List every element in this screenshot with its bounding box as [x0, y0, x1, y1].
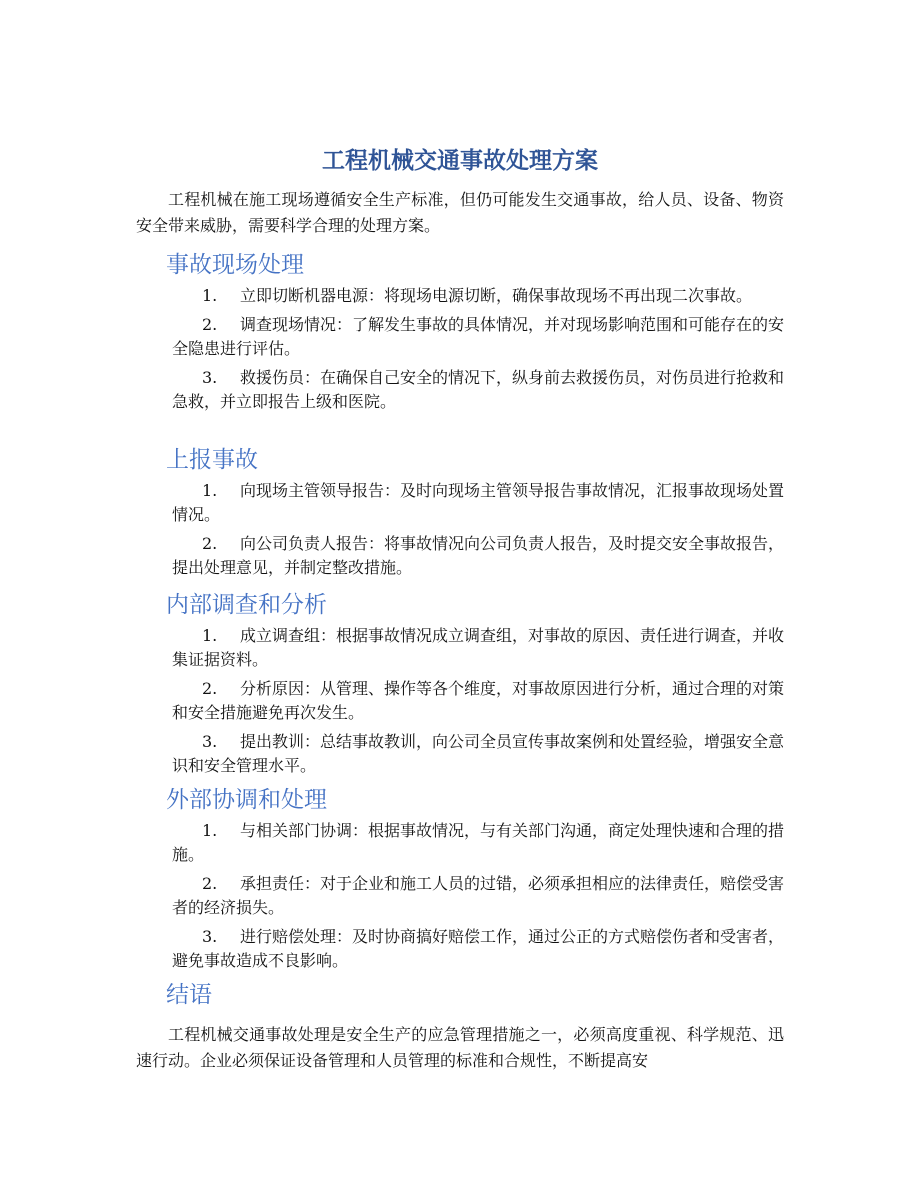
- list-item: [172, 532, 784, 580]
- item-text: 成立调查组：根据事故情况成立调查组，对事故的原因、责任进行调查，并收集证据资料。: [172, 626, 785, 669]
- list-item: [172, 624, 784, 672]
- section-scene-handling: [136, 248, 784, 419]
- list-item: [172, 479, 784, 527]
- item-number: 2.: [202, 315, 218, 334]
- list-item: [172, 313, 784, 361]
- item-number: 1.: [202, 821, 218, 840]
- item-text: 承担责任：对于企业和施工人员的过错，必须承担相应的法律责任，赔偿受害者的经济损失。: [172, 874, 785, 917]
- list-item: [172, 925, 784, 973]
- item-text: 进行赔偿处理：及时协商搞好赔偿工作，通过公正的方式赔偿伤者和受害者，避免事故造成不良影响。: [172, 927, 785, 970]
- item-text: 向公司负责人报告：将事故情况向公司负责人报告，及时提交安全事故报告，提出处理意见，并制定整改措施。: [172, 534, 785, 577]
- list-item: [172, 819, 784, 867]
- list-item: [172, 872, 784, 920]
- item-text: 立即切断机器电源：将现场电源切断，确保事故现场不再出现二次事故。: [240, 286, 753, 305]
- list-item: [172, 366, 784, 414]
- section-heading: 事故现场处理: [166, 252, 304, 278]
- document-title: 工程机械交通事故处理方案: [322, 148, 598, 174]
- item-number: 2.: [202, 874, 218, 893]
- item-number: 1.: [202, 481, 218, 500]
- item-number: 1.: [202, 626, 218, 645]
- item-number: 1.: [202, 286, 218, 305]
- section-heading: 上报事故: [166, 447, 258, 473]
- item-number: 2.: [202, 679, 218, 698]
- section-internal-investigation: [136, 588, 784, 783]
- list-item: [172, 730, 784, 778]
- item-text: 调查现场情况：了解发生事故的具体情况，并对现场影响范围和可能存在的安全隐患进行评估。: [172, 315, 785, 358]
- section-heading: 内部调查和分析: [166, 592, 327, 618]
- item-text: 救援伤员：在确保自己安全的情况下，纵身前去救援伤员，对伤员进行抢救和急救，并立即报告上级和医院。: [172, 368, 785, 411]
- item-text: 向现场主管领导报告：及时向现场主管领导报告事故情况，汇报事故现场处置情况。: [172, 481, 785, 524]
- section-report-accident: [136, 443, 784, 585]
- item-text: 与相关部门协调：根据事故情况，与有关部门沟通，商定处理快速和合理的措施。: [172, 821, 785, 864]
- section-conclusion: [136, 978, 784, 1014]
- intro-paragraph: 工程机械在施工现场遵循安全生产标准，但仍可能发生交通事故，给人员、设备、物资安全带来威胁，需要科学合理的处理方案。: [136, 190, 784, 235]
- item-number: 3.: [202, 368, 218, 387]
- item-number: 3.: [202, 732, 218, 751]
- list-item: [172, 677, 784, 725]
- item-text: 提出教训：总结事故教训，向公司全员宣传事故案例和处置经验，增强安全意识和安全管理水平。: [172, 732, 785, 775]
- item-number: 3.: [202, 927, 218, 946]
- section-external-coordination: [136, 783, 784, 978]
- conclusion-paragraph: 工程机械交通事故处理是安全生产的应急管理措施之一，必须高度重视、科学规范、迅速行动。企业必须保证设备管理和人员管理的标准和合规性，不断提高安: [136, 1025, 784, 1070]
- list-item: [172, 284, 784, 308]
- item-text: 分析原因：从管理、操作等各个维度，对事故原因进行分析，通过合理的对策和安全措施避免再次发生。: [172, 679, 785, 722]
- section-heading: 外部协调和处理: [166, 787, 327, 813]
- section-heading: 结语: [166, 982, 212, 1008]
- item-number: 2.: [202, 534, 218, 553]
